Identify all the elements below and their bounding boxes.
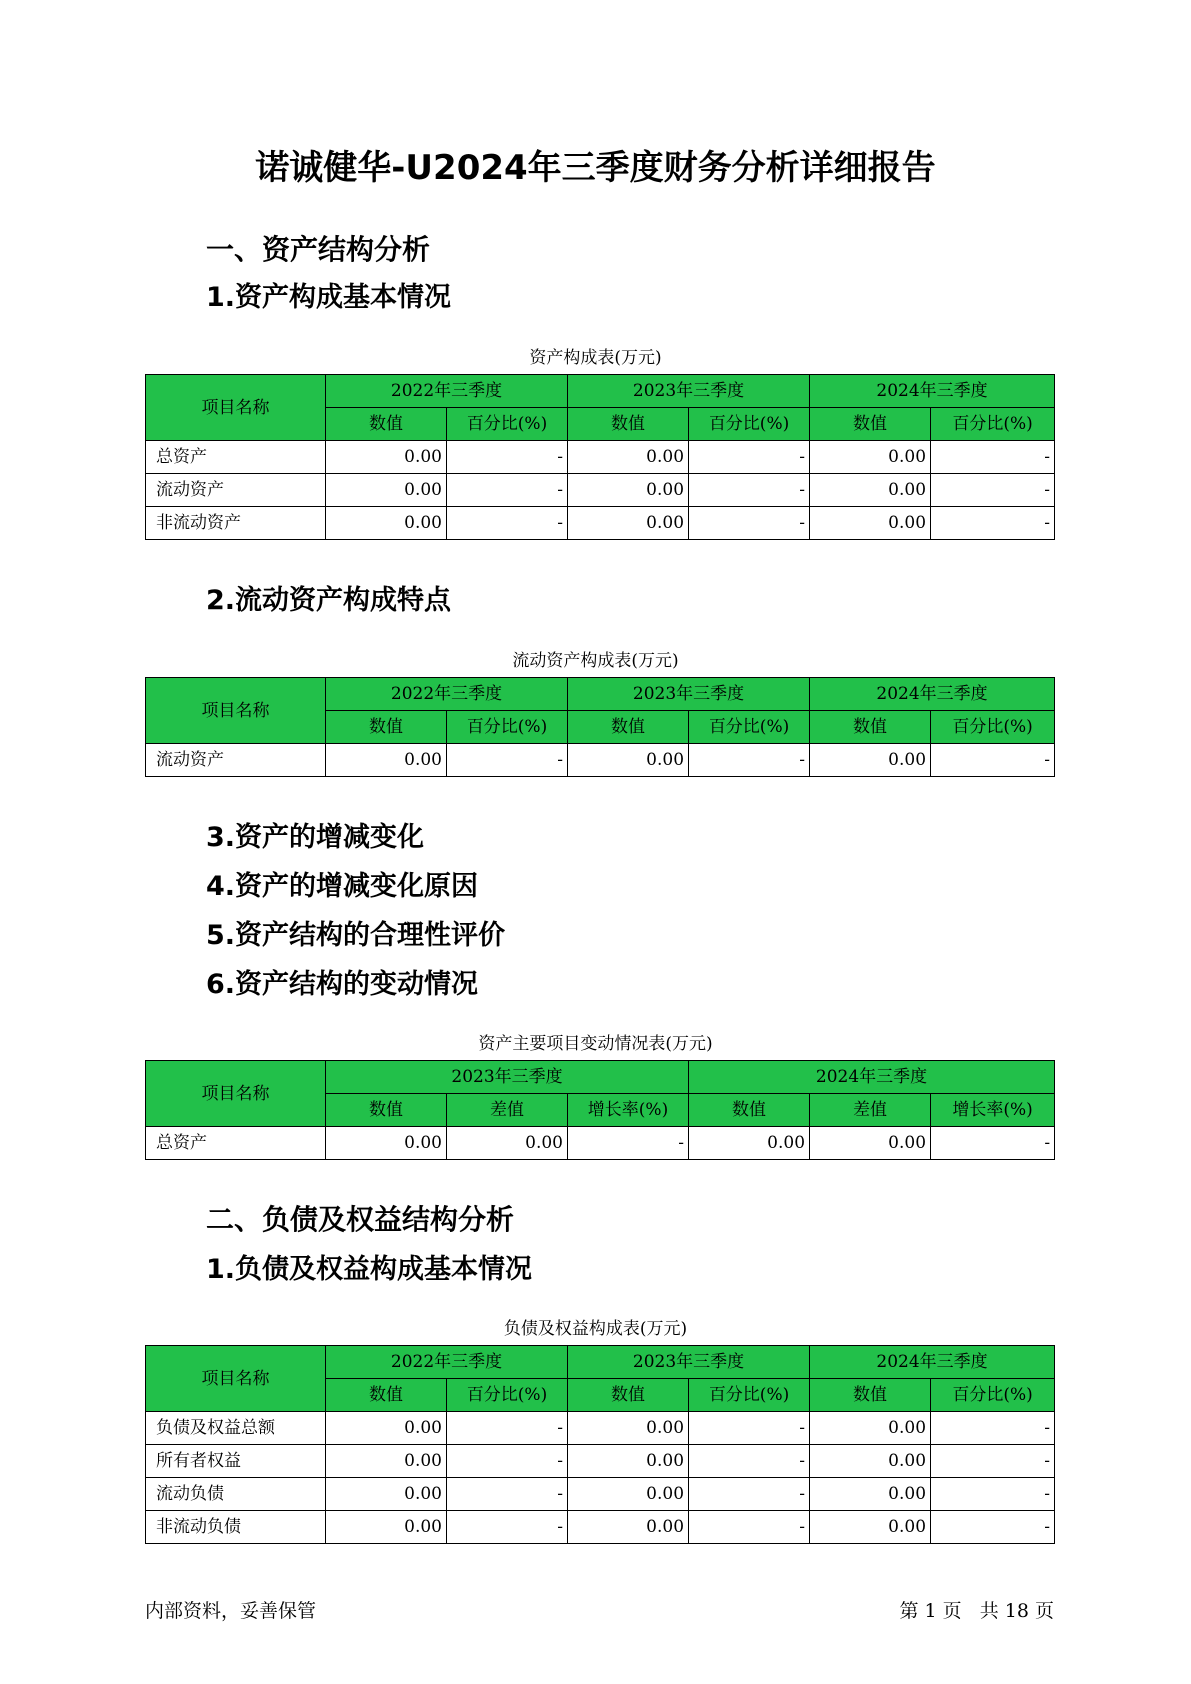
table-row — [146, 441, 1055, 474]
section-heading-asset-structure: 一、资产结构分析 — [206, 233, 431, 266]
column-header-value: 数值 — [568, 1379, 689, 1412]
cell-percent: - — [447, 1445, 568, 1478]
cell-percent: - — [689, 1511, 810, 1544]
cell-percent: - — [689, 744, 810, 777]
asset-composition-table — [145, 374, 1055, 540]
subsection-heading-current-assets: 2.流动资产构成特点 — [206, 585, 452, 616]
row-label: 负债及权益总额 — [146, 1412, 326, 1445]
table-row — [146, 744, 1055, 777]
row-label: 总资产 — [146, 1127, 326, 1160]
cell-value: 0.00 — [810, 1412, 931, 1445]
cell-percent: - — [931, 1412, 1055, 1445]
cell-percent: - — [447, 1412, 568, 1445]
column-header-value: 数值 — [689, 1094, 810, 1127]
column-header-item-name: 项目名称 — [146, 1346, 326, 1412]
column-header-period: 2024年三季度 — [810, 678, 1055, 711]
cell-value: 0.00 — [810, 744, 931, 777]
cell-value: 0.00 — [326, 1412, 447, 1445]
row-label: 流动资产 — [146, 474, 326, 507]
cell-percent: - — [689, 1478, 810, 1511]
column-header-period: 2024年三季度 — [810, 1346, 1055, 1379]
column-header-value: 数值 — [326, 711, 447, 744]
column-header-period: 2023年三季度 — [568, 1346, 810, 1379]
subsection-heading-asset-change: 3.资产的增减变化 — [206, 822, 425, 853]
cell-percent: - — [689, 441, 810, 474]
cell-value: 0.00 — [810, 1478, 931, 1511]
column-header-value: 数值 — [326, 1379, 447, 1412]
subsection-heading-asset-composition: 1.资产构成基本情况 — [206, 282, 452, 313]
cell-value: 0.00 — [326, 474, 447, 507]
footer-confidential-note: 内部资料，妥善保管 — [145, 1600, 317, 1622]
cell-value: 0.00 — [568, 1478, 689, 1511]
row-label: 所有者权益 — [146, 1445, 326, 1478]
column-header-growth-rate: 增长率(%) — [568, 1094, 689, 1127]
cell-percent: - — [931, 1511, 1055, 1544]
cell-value: 0.00 — [810, 507, 931, 540]
column-header-percent: 百分比(%) — [931, 408, 1055, 441]
table-caption-asset-change: 资产主要项目变动情况表(万元) — [478, 1034, 713, 1054]
cell-value: 0.00 — [568, 1511, 689, 1544]
table-header-row — [146, 1061, 1055, 1094]
cell-percent: - — [447, 744, 568, 777]
column-header-period: 2023年三季度 — [568, 678, 810, 711]
table-header-row — [146, 375, 1055, 408]
cell-value: 0.00 — [326, 1127, 447, 1160]
column-header-percent: 百分比(%) — [447, 711, 568, 744]
column-header-period: 2024年三季度 — [810, 375, 1055, 408]
cell-value: 0.00 — [326, 441, 447, 474]
column-header-period: 2022年三季度 — [326, 678, 568, 711]
cell-percent: - — [447, 441, 568, 474]
cell-growth-rate: - — [931, 1127, 1055, 1160]
column-header-percent: 百分比(%) — [447, 408, 568, 441]
cell-difference: 0.00 — [447, 1127, 568, 1160]
cell-value: 0.00 — [326, 1445, 447, 1478]
column-header-period: 2022年三季度 — [326, 375, 568, 408]
column-header-period: 2024年三季度 — [689, 1061, 1055, 1094]
cell-value: 0.00 — [568, 1412, 689, 1445]
table-row — [146, 1511, 1055, 1544]
subsection-heading-structure-evaluation: 5.资产结构的合理性评价 — [206, 920, 506, 951]
column-header-item-name: 项目名称 — [146, 678, 326, 744]
row-label: 流动资产 — [146, 744, 326, 777]
column-header-value: 数值 — [810, 408, 931, 441]
cell-value: 0.00 — [689, 1127, 810, 1160]
current-assets-table — [145, 677, 1055, 777]
cell-percent: - — [689, 1445, 810, 1478]
cell-percent: - — [931, 1445, 1055, 1478]
column-header-percent: 百分比(%) — [931, 1379, 1055, 1412]
footer-page-number: 第 1 页 共 18 页 — [899, 1600, 1054, 1622]
cell-percent: - — [931, 441, 1055, 474]
subsection-heading-asset-change-reason: 4.资产的增减变化原因 — [206, 871, 479, 902]
cell-value: 0.00 — [326, 507, 447, 540]
cell-value: 0.00 — [568, 474, 689, 507]
table-row — [146, 1478, 1055, 1511]
column-header-period: 2022年三季度 — [326, 1346, 568, 1379]
column-header-value: 数值 — [326, 1094, 447, 1127]
column-header-value: 数值 — [568, 711, 689, 744]
subsection-heading-liability-composition: 1.负债及权益构成基本情况 — [206, 1254, 533, 1285]
cell-percent: - — [689, 507, 810, 540]
column-header-percent: 百分比(%) — [689, 711, 810, 744]
column-header-percent: 百分比(%) — [689, 1379, 810, 1412]
asset-change-table — [145, 1060, 1055, 1160]
page-title: 诺诚健华-U2024年三季度财务分析详细报告 — [255, 148, 936, 188]
cell-value: 0.00 — [810, 1511, 931, 1544]
cell-value: 0.00 — [568, 441, 689, 474]
column-header-period: 2023年三季度 — [568, 375, 810, 408]
column-header-percent: 百分比(%) — [689, 408, 810, 441]
cell-percent: - — [931, 744, 1055, 777]
table-row — [146, 1445, 1055, 1478]
column-header-difference: 差值 — [447, 1094, 568, 1127]
column-header-difference: 差值 — [810, 1094, 931, 1127]
cell-percent: - — [447, 1478, 568, 1511]
cell-difference: 0.00 — [810, 1127, 931, 1160]
cell-percent: - — [931, 474, 1055, 507]
column-header-value: 数值 — [568, 408, 689, 441]
column-header-item-name: 项目名称 — [146, 1061, 326, 1127]
table-caption-asset-composition: 资产构成表(万元) — [529, 348, 662, 368]
column-header-item-name: 项目名称 — [146, 375, 326, 441]
column-header-value: 数值 — [810, 711, 931, 744]
cell-value: 0.00 — [810, 474, 931, 507]
cell-value: 0.00 — [568, 507, 689, 540]
cell-value: 0.00 — [568, 744, 689, 777]
liability-equity-table — [145, 1345, 1055, 1544]
column-header-period: 2023年三季度 — [326, 1061, 689, 1094]
column-header-growth-rate: 增长率(%) — [931, 1094, 1055, 1127]
column-header-percent: 百分比(%) — [931, 711, 1055, 744]
cell-percent: - — [931, 507, 1055, 540]
cell-value: 0.00 — [568, 1445, 689, 1478]
cell-value: 0.00 — [326, 1478, 447, 1511]
cell-value: 0.00 — [810, 1445, 931, 1478]
cell-growth-rate: - — [568, 1127, 689, 1160]
row-label: 流动负债 — [146, 1478, 326, 1511]
cell-percent: - — [689, 474, 810, 507]
cell-value: 0.00 — [326, 1511, 447, 1544]
table-row — [146, 474, 1055, 507]
table-caption-current-assets: 流动资产构成表(万元) — [512, 651, 679, 671]
table-header-row — [146, 1346, 1055, 1379]
table-row — [146, 1412, 1055, 1445]
column-header-value: 数值 — [810, 1379, 931, 1412]
subsection-heading-structure-change: 6.资产结构的变动情况 — [206, 969, 479, 1000]
table-row — [146, 1127, 1055, 1160]
cell-value: 0.00 — [326, 744, 447, 777]
cell-percent: - — [931, 1478, 1055, 1511]
cell-percent: - — [689, 1412, 810, 1445]
section-heading-liability-equity: 二、负债及权益结构分析 — [206, 1203, 515, 1236]
cell-value: 0.00 — [810, 441, 931, 474]
table-caption-liability-equity: 负债及权益构成表(万元) — [503, 1319, 688, 1339]
cell-percent: - — [447, 507, 568, 540]
table-header-row — [146, 678, 1055, 711]
table-row — [146, 507, 1055, 540]
row-label: 总资产 — [146, 441, 326, 474]
row-label: 非流动资产 — [146, 507, 326, 540]
cell-percent: - — [447, 1511, 568, 1544]
column-header-percent: 百分比(%) — [447, 1379, 568, 1412]
row-label: 非流动负债 — [146, 1511, 326, 1544]
column-header-value: 数值 — [326, 408, 447, 441]
cell-percent: - — [447, 474, 568, 507]
